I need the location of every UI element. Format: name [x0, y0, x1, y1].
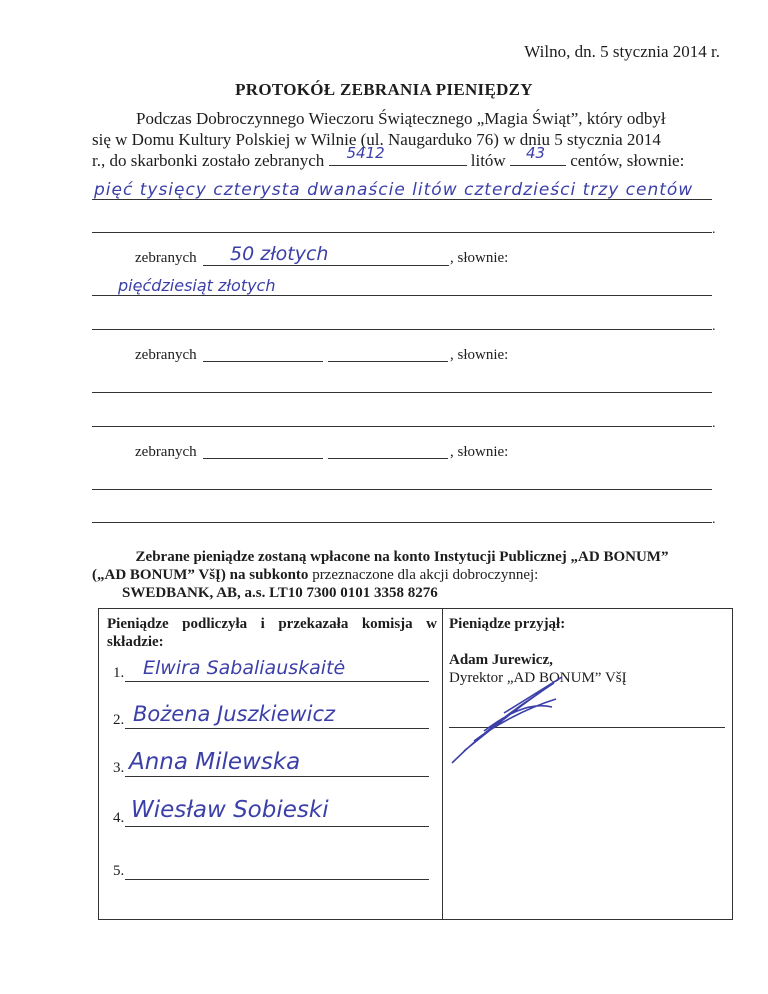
section-4-line-a	[203, 458, 323, 459]
intro-line-3	[92, 144, 712, 171]
receiver-heading: Pieniądze przyjął:	[449, 616, 566, 632]
member-5-number: 5.	[113, 863, 125, 879]
section-4-line-b	[328, 458, 448, 459]
litas-amount-value: 5412	[346, 144, 385, 162]
member-3-number: 3.	[113, 760, 125, 776]
amount-in-words-1: pięć tysięcy czterysta dwanaście litów czterdzieści trzy centów	[94, 180, 694, 200]
section-3-label: zebranych	[135, 347, 197, 363]
period: .	[712, 512, 716, 527]
intro-line-3-prefix: r., do skarbonki zostało zebranych	[92, 151, 325, 170]
section-3-line-a	[203, 361, 323, 362]
intro-paragraph	[92, 108, 712, 171]
bank-info	[92, 548, 712, 602]
period: .	[712, 416, 716, 431]
intro-line-2: się w Domu Kultury Polskiej w Wilnie (ul. Naugarduko 76) w dniu 5 stycznia 2014	[92, 130, 661, 149]
bank-line-2	[92, 566, 712, 584]
words-line-2b	[92, 329, 712, 330]
section-4-slownie: , słownie:	[450, 444, 509, 460]
cents-amount-value: 43	[525, 144, 546, 162]
commission-heading: Pieniądze podliczyła i przekazała komisja w składzie:	[107, 616, 437, 650]
bank-line-1: Zebrane pieniądze zostaną wpłacone na konto Instytucji Publicznej „AD BONUM”	[135, 549, 669, 565]
words-line-4a	[92, 489, 712, 490]
member-2-number: 2.	[113, 712, 125, 728]
member-1-signature: Elwira Sabaliauskaitė	[143, 657, 346, 679]
member-3-line	[125, 776, 429, 777]
bank-line-2-bold: („AD BONUM” VšĮ) na subkonto	[92, 567, 309, 583]
member-1-number: 1.	[113, 665, 125, 681]
section-2-slownie: , słownie:	[450, 250, 509, 266]
member-4-number: 4.	[113, 810, 125, 826]
member-4-signature: Wiesław Sobieski	[131, 797, 329, 823]
section-2-amount: 50 złotych	[230, 243, 329, 265]
member-1-line	[125, 681, 429, 682]
member-4-line	[125, 826, 429, 827]
period: .	[712, 319, 716, 334]
place-date: Wilno, dn. 5 stycznia 2014 r.	[524, 42, 720, 61]
words-line-2a	[92, 295, 712, 296]
receiver-signature	[444, 671, 574, 771]
section-3-slownie: , słownie:	[450, 347, 509, 363]
document-title: PROTOKÓŁ ZEBRANIA PIENIĘDZY	[235, 80, 533, 99]
cents-amount-field	[510, 144, 566, 166]
commission-table	[98, 608, 733, 920]
section-3-line-b	[328, 361, 448, 362]
words-line-4b	[92, 522, 712, 523]
receiver-name: Adam Jurewicz,	[449, 652, 553, 668]
section-2-words: pięćdziesiąt złotych	[118, 276, 276, 295]
member-3-signature: Anna Milewska	[129, 749, 301, 775]
words-line-1b	[92, 232, 712, 233]
words-line-3b	[92, 426, 712, 427]
bank-line-2-rest: przeznaczone dla akcji dobroczynnej:	[308, 567, 539, 583]
cents-word: centów, słownie:	[570, 151, 685, 170]
intro-line-1: Podczas Dobroczynnego Wieczoru Świątecznego „Magia Świąt”, który odbył	[136, 109, 666, 128]
table-divider	[442, 609, 443, 919]
section-2-label: zebranych	[135, 250, 197, 266]
words-line-1a	[92, 199, 712, 200]
member-2-line	[125, 728, 429, 729]
litas-word: litów	[470, 151, 506, 170]
section-4-label: zebranych	[135, 444, 197, 460]
receiver-role: Dyrektor „AD BONUM” VšĮ	[449, 670, 627, 686]
member-2-signature: Bożena Juszkiewicz	[133, 702, 336, 726]
bank-line-3: SWEDBANK, AB, a.s. LT10 7300 0101 3358 8276	[122, 585, 438, 601]
member-5-line	[125, 879, 429, 880]
words-line-3a	[92, 392, 712, 393]
litas-amount-field	[329, 144, 467, 166]
section-2-amount-line	[203, 265, 449, 266]
period: .	[712, 222, 716, 237]
